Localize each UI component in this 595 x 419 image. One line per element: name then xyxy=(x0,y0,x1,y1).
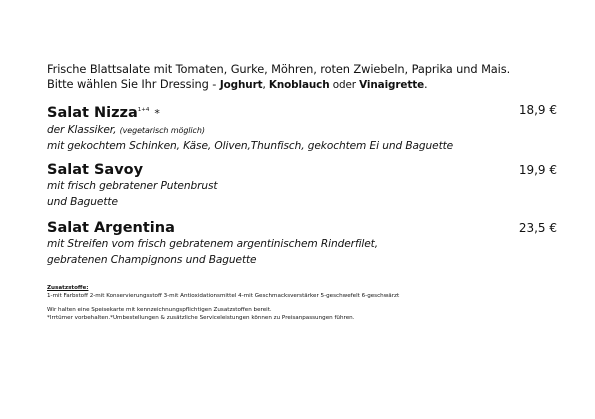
footer-spacer xyxy=(47,300,567,307)
additives-heading: Zusatzstoffe: xyxy=(47,285,89,291)
footer-notes xyxy=(47,285,567,322)
intro-line-1: Frische Blattsalate mit Tomaten, Gurke, Möhren, roten Zwiebeln, Paprika und Mais. xyxy=(47,62,511,76)
footer-note-2: *Irrtümer vorbehalten.*Umbestellungen & zusätzliche Serviceleistungen können zu Preisanpassungen führen. xyxy=(47,314,355,321)
item-price: 23,5 € xyxy=(518,221,557,235)
item-desc-line-1: mit frisch gebratener Putenbrust xyxy=(47,180,218,192)
item-desc-line-2: und Baguette xyxy=(47,195,118,208)
dressing-joghurt: Joghurt xyxy=(219,79,263,91)
menu-item-salat-savoy xyxy=(47,161,557,210)
additives-list: 1-mit Farbstoff 2-mit Konservierungsstoff 3-mit Antioxidationsmittel 4-mit Geschmacksverstärker 5-geschwefelt 6-geschwärzt xyxy=(47,292,400,299)
item-name: Salat Savoy xyxy=(47,162,144,178)
item-desc-line-1: mit Streifen vom frisch gebratenem argentinischem Rinderfilet, xyxy=(47,238,378,250)
item-price: 18,9 € xyxy=(518,103,557,117)
dressing-prompt: Bitte wählen Sie Ihr Dressing - xyxy=(47,77,220,91)
item-star: * xyxy=(154,107,160,120)
item-desc-text: der Klassiker, xyxy=(47,124,117,136)
dressing-end: . xyxy=(424,77,428,91)
intro-text xyxy=(47,62,567,93)
item-desc-line-2: gebratenen Champignons und Baguette xyxy=(47,253,257,266)
dressing-sep-2: oder xyxy=(329,79,360,91)
intro-line-2 xyxy=(47,77,567,93)
dressing-knoblauch: Knoblauch xyxy=(268,79,330,91)
footer-note-1: Wir halten eine Speisekarte mit kennzeichnungspflichtigen Zusatzstoffen bereit. xyxy=(47,307,272,314)
item-desc-note: (vegetarisch möglich) xyxy=(119,126,205,135)
menu-item-salat-argentina xyxy=(47,219,557,268)
item-name: Salat Argentina xyxy=(47,220,175,236)
dressing-vinaigrette: Vinaigrette xyxy=(359,79,425,91)
menu-item-salat-nizza xyxy=(47,101,557,154)
dressing-sep-1: , xyxy=(262,79,269,91)
item-additive-marker: 1+4 xyxy=(137,107,150,113)
item-price: 19,9 € xyxy=(518,163,557,177)
item-name: Salat Nizza xyxy=(47,105,138,121)
item-desc-line-1 xyxy=(47,123,557,139)
item-desc-line-2: mit gekochtem Schinken, Käse, Oliven,Thunfisch, gekochtem Ei und Baguette xyxy=(47,139,454,152)
item-title xyxy=(47,101,557,123)
